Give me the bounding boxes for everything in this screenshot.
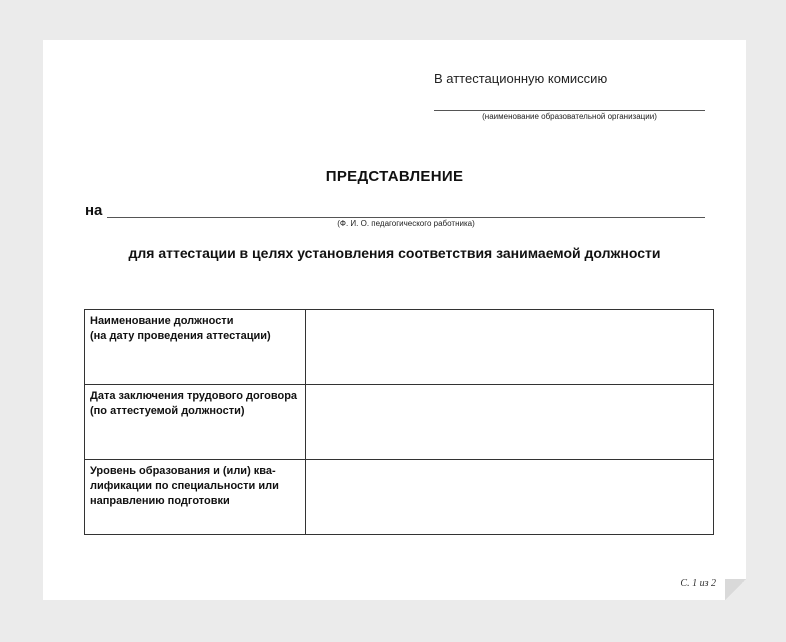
organization-hint: (наименование образовательной организации) xyxy=(482,112,657,121)
fio-line xyxy=(107,217,705,218)
attestation-table xyxy=(84,309,714,535)
value-cell-contract-date[interactable] xyxy=(306,385,714,460)
label-line: (на дату проведения аттестации) xyxy=(90,330,271,342)
organization-line xyxy=(434,110,705,111)
table-row xyxy=(85,310,714,385)
row-label-education xyxy=(85,460,306,535)
table-row xyxy=(85,460,714,535)
table-row xyxy=(85,385,714,460)
value-cell-education[interactable] xyxy=(306,460,714,535)
label-line: Дата заключения трудового договора xyxy=(90,390,298,402)
addressee-text: В аттестационную комиссию xyxy=(434,71,608,86)
document-title: ПРЕДСТАВЛЕНИЕ xyxy=(325,168,464,185)
label-line: направлению подготовки xyxy=(90,495,230,507)
row-label-position xyxy=(85,310,306,385)
page-corner-flap xyxy=(725,579,746,600)
document-subtitle: для аттестации в целях установления соответствия занимаемой должности xyxy=(128,245,661,261)
label-line: (по аттестуемой должности) xyxy=(90,405,245,417)
label-line: Наименование должности xyxy=(90,315,234,327)
label-line: лификации по специальности или xyxy=(90,480,279,492)
row-label-contract-date xyxy=(85,385,306,460)
label-line: Уровень образования и (или) ква- xyxy=(90,465,276,477)
document-page xyxy=(43,40,746,600)
fio-hint: (Ф. И. О. педагогического работника) xyxy=(337,219,475,228)
page-number: С. 1 из 2 xyxy=(680,578,716,589)
na-label: на xyxy=(85,202,103,219)
value-cell-position[interactable] xyxy=(306,310,714,385)
